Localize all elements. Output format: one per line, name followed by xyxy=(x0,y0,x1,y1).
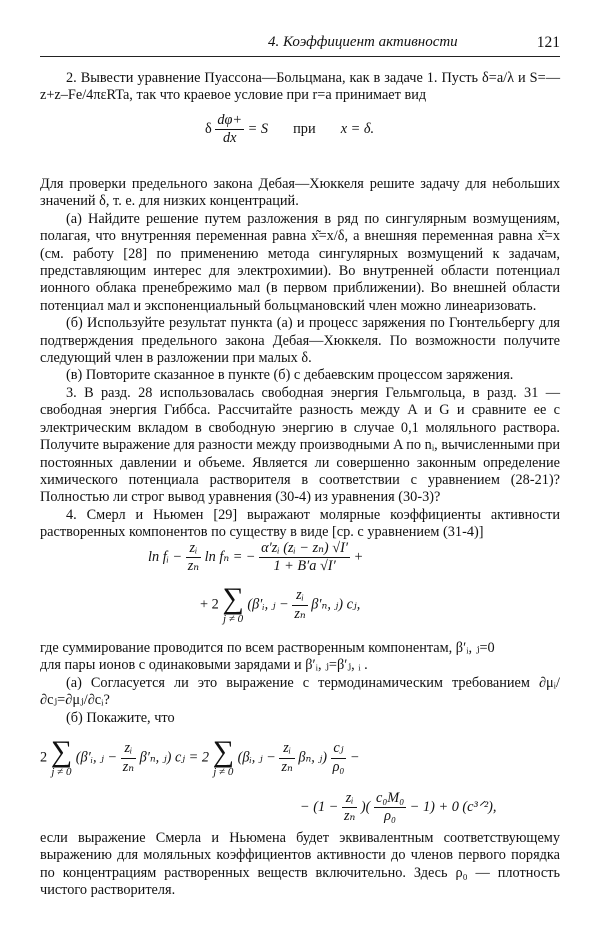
paragraph: где суммирование проводится по всем растворенным компонентам, β′ᵢ, ⱼ=0 xyxy=(40,640,495,656)
problem-4-intro: 4. Смерл и Ньюмен [29] выражают молярные коэффициенты активности растворенных компонентов по существу в виде [ср. с уравнением (31-4)] xyxy=(40,506,560,541)
paragraph: 2. Вывести уравнение Пуассона—Больцмана, как в задаче 1. Пусть δ=a/λ и S=—z+z–Fe/4πεRTa, так что краевое условие при r=a принимает вид xyxy=(40,70,560,104)
page-header xyxy=(40,30,560,57)
fraction: $\frac{d\varphi+}{dx}$ xyxy=(217,112,243,147)
problem-4-body xyxy=(40,640,560,727)
running-title: 4. Коэффициент активности xyxy=(268,34,458,50)
problem-2-body xyxy=(40,176,560,542)
problem-3: 3. В разд. 28 использовалась свободная энергия Гельмгольца, в разд. 31 — свободная энергия Гиббса. Рассчитайте разность между A и G и сравните ее с электрическим вкладом в свободную энергию в случае 0,1 моляльного раствора. Получите выражение для разности между производными A по nᵢ, вычисленными при постоянных давлении и объеме. Является ли совершенно законным определение химического потенциала растворителя в соответствии с уравнением (28-21)? Полностью ли строг вывод уравнения (30-4) из уравнения (30-3)? xyxy=(40,384,560,506)
equation-comparison-1: 2 ∑ j ≠ 0 (β′ᵢ, ⱼ − $\frac{\text{zᵢ}}{\text{zₙ}}$ β′ₙ, ⱼ) cⱼ = 2 ∑ j ≠ 0 (βᵢ, ⱼ − $\frac{\text{zᵢ}}{\text{zₙ}}$ βₙ, ⱼ) $\frac{\text{cⱼ}}{\text{ρ₀}}$ − xyxy=(40,735,360,778)
equation-smerl-newman-2: + 2 ∑ j ≠ 0 (β′ᵢ, ⱼ − $\frac{\text{zᵢ}}{\text{zₙ}}$ β′ₙ, ⱼ) cⱼ, xyxy=(200,582,361,625)
sum-symbol: ∑ j ≠ 0 xyxy=(50,735,73,778)
paragraph: Для проверки предельного закона Дебая—Хюккеля решите задачу для небольших значений δ, т. е. для низких концентраций. xyxy=(40,176,560,210)
fraction: $\frac{\text{cⱼ}}{\text{ρ₀}}$ xyxy=(332,740,345,775)
fraction: $\frac{\text{α′zᵢ (zᵢ − zₙ) √I′}}{1 + B'a √I'}$ xyxy=(261,540,348,575)
fraction: $\frac{\text{c₀M₀}}{\text{ρ₀}}$ xyxy=(375,790,405,825)
fraction: $\frac{\text{zᵢ}}{\text{zₙ}}$ xyxy=(281,740,293,775)
sum-symbol: ∑ j ≠ 0 xyxy=(222,582,244,625)
equation-boundary-condition: δ $\frac{d\varphi+}{dx}$ = S при x = δ. xyxy=(205,112,375,147)
fraction: $\frac{\text{zᵢ}}{\text{zₙ}}$ xyxy=(122,740,135,775)
fraction: $\frac{\text{zᵢ}}{\text{zₙ}}$ xyxy=(343,790,356,825)
sum-symbol: ∑ j ≠ 0 xyxy=(212,735,234,778)
paragraph: для пары ионов с одинаковыми зарядами и β′ᵢ, ⱼ=β′ⱼ, ᵢ . xyxy=(40,657,368,674)
equation-smerl-newman-1: ln fᵢ − $\frac{\text{zᵢ}}{\text{zₙ}}$ ln fₙ = − $\frac{\text{α′zᵢ (zᵢ − zₙ) √I′}}{1 + B'a √I'}$ + xyxy=(148,540,364,575)
equation-comparison-2: − (1 − $\frac{\text{zᵢ}}{\text{zₙ}}$ )( $\frac{\text{c₀M₀}}{\text{ρ₀}}$ − 1) + 0 (c³ᐟ²), xyxy=(300,790,497,825)
paragraph: (в) Повторите сказанное в пункте (б) с дебаевским процессом заряжения. xyxy=(66,367,514,384)
page-number: 121 xyxy=(536,34,560,51)
paragraph: (а) Найдите решение путем разложения в ряд по сингулярным возмущениям, полагая, что внутренняя переменная равна x͂=x/δ, а внешняя переменная равна x͂=x (см. работу [28] по применению метода сингулярных возмущений к задачам, представляющим интерес для электрохимии). Во внутренней области потенциал ионного облака пренебрежимо мал (в первом приближении). Во внешней области потенциал мал и экспоненциальный больцмановский член можно линеаризовать. xyxy=(40,210,560,314)
paragraph: (а) Согласуется ли это выражение с термодинамическим требованием ∂μᵢ/∂cⱼ=∂μⱼ/∂cᵢ? xyxy=(40,674,560,709)
paragraph: (б) Покажите, что xyxy=(66,709,175,726)
fraction: $\frac{\text{zᵢ}}{\text{zₙ}}$ xyxy=(187,540,200,575)
fraction: $\frac{\text{zᵢ}}{\text{zₙ}}$ xyxy=(294,587,306,622)
problem-4-final xyxy=(40,830,560,900)
problem-2-intro xyxy=(40,70,560,105)
paragraph: (б) Используйте результат пункта (а) и процесс заряжения по Гюнтельбергу для подтверждения предельного закона Дебая—Хюккеля. По возможности получите следующий член в разложении при малых δ. xyxy=(40,315,560,367)
paragraph: если выражение Смерла и Ньюмена будет эквивалентным соответствующему выражению для моляльных коэффициентов активности до членов первого порядка по концентрациям растворенных веществ включительно. Здесь ρ₀ — плотность чистого растворителя. xyxy=(40,830,560,899)
